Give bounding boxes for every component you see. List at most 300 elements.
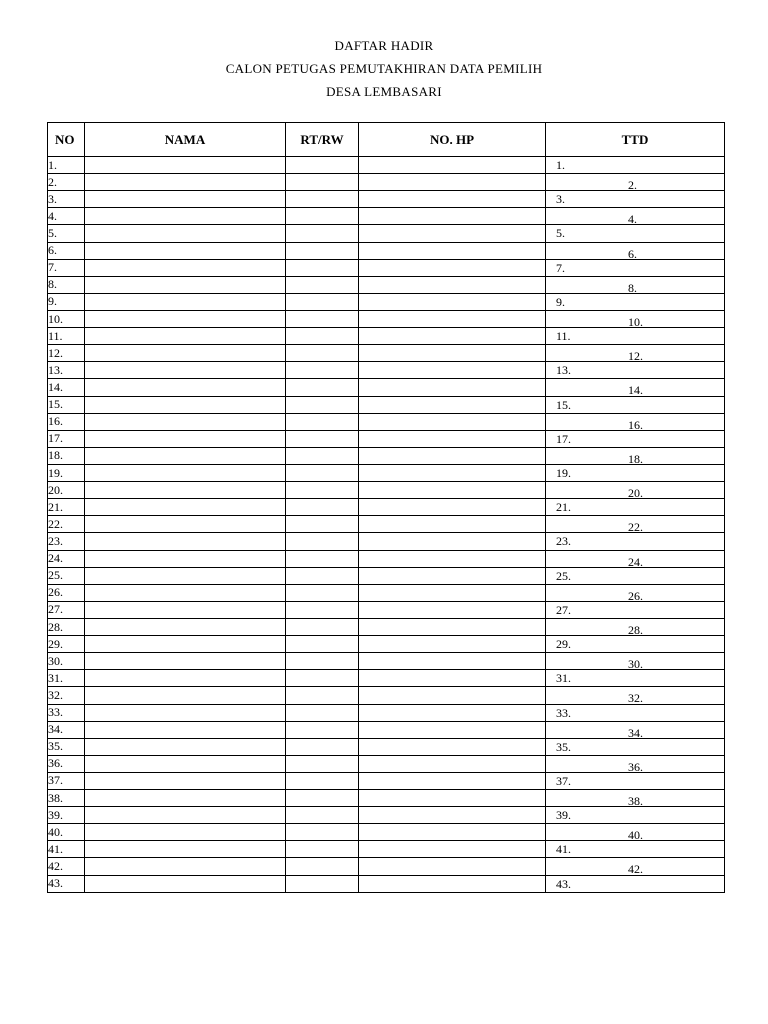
nama-cell[interactable] [85, 174, 286, 191]
nama-cell[interactable] [85, 310, 286, 327]
signature-number: 36. [628, 759, 643, 773]
nama-cell[interactable] [85, 584, 286, 601]
signature-number: 6. [628, 246, 637, 260]
rtrw-cell[interactable] [286, 584, 359, 601]
nama-cell[interactable] [85, 533, 286, 550]
nohp-cell[interactable] [359, 755, 546, 772]
row-number: 37. [48, 772, 85, 789]
nama-cell[interactable] [85, 687, 286, 704]
nama-cell[interactable] [85, 670, 286, 687]
signature-cell[interactable] [546, 259, 725, 276]
nohp-cell[interactable] [359, 482, 546, 499]
row-number: 7. [48, 259, 85, 276]
nohp-cell[interactable] [359, 841, 546, 858]
table-row [48, 550, 725, 567]
table-row [48, 584, 725, 601]
nohp-cell[interactable] [359, 276, 546, 293]
signature-number: 31. [556, 671, 571, 686]
nama-cell[interactable] [85, 807, 286, 824]
row-number: 38. [48, 790, 85, 807]
row-number: 28. [48, 618, 85, 635]
signature-cell[interactable] [546, 653, 725, 670]
rtrw-cell[interactable] [286, 618, 359, 635]
row-number: 35. [48, 738, 85, 755]
rtrw-cell[interactable] [286, 396, 359, 413]
nama-cell[interactable] [85, 413, 286, 430]
signature-number: 20. [628, 486, 643, 499]
table-row [48, 875, 725, 892]
signature-number: 13. [556, 363, 571, 378]
row-number: 27. [48, 601, 85, 618]
rtrw-cell[interactable] [286, 704, 359, 721]
nama-cell[interactable] [85, 618, 286, 635]
table-row [48, 242, 725, 259]
nohp-cell[interactable] [359, 601, 546, 618]
signature-number: 37. [556, 773, 571, 788]
column-header-nama: NAMA [85, 123, 286, 157]
signature-cell[interactable] [546, 157, 725, 174]
table-body [48, 157, 725, 893]
nama-cell[interactable] [85, 875, 286, 892]
signature-cell[interactable] [546, 618, 725, 635]
nohp-cell[interactable] [359, 430, 546, 447]
nohp-cell[interactable] [359, 379, 546, 396]
row-number: 33. [48, 704, 85, 721]
signature-number: 38. [628, 794, 643, 807]
signature-number: 10. [628, 314, 643, 328]
rtrw-cell[interactable] [286, 293, 359, 310]
row-number: 30. [48, 653, 85, 670]
table-row [48, 259, 725, 276]
nama-cell[interactable] [85, 567, 286, 584]
nama-cell[interactable] [85, 259, 286, 276]
row-number: 21. [48, 499, 85, 516]
nohp-cell[interactable] [359, 807, 546, 824]
signature-number: 35. [556, 739, 571, 754]
signature-number: 42. [628, 862, 643, 876]
document-title: DAFTAR HADIR [334, 38, 434, 53]
nohp-cell[interactable] [359, 293, 546, 310]
table-row [48, 482, 725, 499]
row-number: 3. [48, 191, 85, 208]
signature-cell[interactable] [546, 738, 725, 755]
signature-cell[interactable] [546, 824, 725, 841]
rtrw-cell[interactable] [286, 413, 359, 430]
rtrw-cell[interactable] [286, 328, 359, 345]
table-row [48, 430, 725, 447]
signature-number: 40. [628, 828, 643, 841]
signature-cell[interactable] [546, 328, 725, 345]
nohp-cell[interactable] [359, 208, 546, 225]
signature-number: 22. [628, 520, 643, 533]
nama-cell[interactable] [85, 362, 286, 379]
table-row [48, 208, 725, 225]
rtrw-cell[interactable] [286, 550, 359, 567]
nama-cell[interactable] [85, 345, 286, 362]
rtrw-cell[interactable] [286, 772, 359, 789]
nama-cell[interactable] [85, 516, 286, 533]
table-row [48, 738, 725, 755]
rtrw-cell[interactable] [286, 516, 359, 533]
rtrw-cell[interactable] [286, 310, 359, 327]
table-row [48, 670, 725, 687]
rtrw-cell[interactable] [286, 345, 359, 362]
nama-cell[interactable] [85, 482, 286, 499]
row-number: 39. [48, 807, 85, 824]
nama-cell[interactable] [85, 328, 286, 345]
signature-number: 34. [628, 725, 643, 739]
rtrw-cell[interactable] [286, 379, 359, 396]
table-row [48, 293, 725, 310]
table-row [48, 618, 725, 635]
rtrw-cell[interactable] [286, 362, 359, 379]
signature-cell[interactable] [546, 772, 725, 789]
table-row [48, 653, 725, 670]
table-row [48, 345, 725, 362]
signature-cell[interactable] [546, 670, 725, 687]
table-row [48, 276, 725, 293]
row-number: 26. [48, 584, 85, 601]
nama-cell[interactable] [85, 550, 286, 567]
nama-cell[interactable] [85, 738, 286, 755]
nama-cell[interactable] [85, 276, 286, 293]
nohp-cell[interactable] [359, 636, 546, 653]
nohp-cell[interactable] [359, 824, 546, 841]
rtrw-cell[interactable] [286, 807, 359, 824]
nama-cell[interactable] [85, 721, 286, 738]
row-number: 6. [48, 242, 85, 259]
signature-cell[interactable] [546, 242, 725, 259]
signature-cell[interactable] [546, 310, 725, 327]
table-row [48, 858, 725, 875]
nama-cell[interactable] [85, 447, 286, 464]
rtrw-cell[interactable] [286, 790, 359, 807]
rtrw-cell[interactable] [286, 738, 359, 755]
row-number: 15. [48, 396, 85, 413]
rtrw-cell[interactable] [286, 464, 359, 481]
row-number: 1. [48, 157, 85, 174]
signature-number: 7. [556, 260, 565, 275]
row-number: 34. [48, 721, 85, 738]
table-row [48, 687, 725, 704]
nama-cell[interactable] [85, 601, 286, 618]
row-number: 40. [48, 824, 85, 841]
rtrw-cell[interactable] [286, 875, 359, 892]
column-header-no: NO [48, 123, 85, 157]
nohp-cell[interactable] [359, 345, 546, 362]
signature-number: 28. [628, 622, 643, 636]
signature-cell[interactable] [546, 345, 725, 362]
attendance-table [47, 122, 725, 893]
signature-cell[interactable] [546, 379, 725, 396]
nama-cell[interactable] [85, 242, 286, 259]
row-number: 16. [48, 413, 85, 430]
table-row [48, 362, 725, 379]
nama-cell[interactable] [85, 396, 286, 413]
signature-number: 29. [556, 637, 571, 652]
nama-cell[interactable] [85, 430, 286, 447]
table-row [48, 721, 725, 738]
nohp-cell[interactable] [359, 191, 546, 208]
signature-number: 23. [556, 534, 571, 549]
row-number: 31. [48, 670, 85, 687]
signature-number: 1. [556, 158, 565, 172]
signature-cell[interactable] [546, 636, 725, 653]
rtrw-cell[interactable] [286, 636, 359, 653]
rtrw-cell[interactable] [286, 841, 359, 858]
signature-cell[interactable] [546, 447, 725, 464]
nohp-cell[interactable] [359, 259, 546, 276]
table-row [48, 772, 725, 789]
table-row [48, 413, 725, 430]
signature-number: 41. [556, 842, 571, 857]
signature-number: 21. [556, 500, 571, 515]
rtrw-cell[interactable] [286, 157, 359, 174]
nama-cell[interactable] [85, 653, 286, 670]
signature-number: 5. [556, 226, 565, 241]
signature-cell[interactable] [546, 601, 725, 618]
signature-cell[interactable] [546, 533, 725, 550]
rtrw-cell[interactable] [286, 208, 359, 225]
table-row [48, 533, 725, 550]
nohp-cell[interactable] [359, 772, 546, 789]
signature-cell[interactable] [546, 584, 725, 601]
signature-cell[interactable] [546, 482, 725, 499]
row-number: 14. [48, 379, 85, 396]
signature-cell[interactable] [546, 225, 725, 242]
signature-number: 25. [556, 568, 571, 583]
nohp-cell[interactable] [359, 550, 546, 567]
nama-cell[interactable] [85, 858, 286, 875]
signature-number: 3. [556, 192, 565, 207]
nama-cell[interactable] [85, 755, 286, 772]
signature-number: 11. [556, 329, 571, 344]
table-row [48, 191, 725, 208]
signature-cell[interactable] [546, 687, 725, 704]
nohp-cell[interactable] [359, 670, 546, 687]
nohp-cell[interactable] [359, 413, 546, 430]
nohp-cell[interactable] [359, 328, 546, 345]
document-village: DESA LEMBASARI [326, 84, 442, 99]
signature-number: 16. [628, 417, 643, 431]
signature-number: 8. [628, 280, 637, 294]
row-number: 22. [48, 516, 85, 533]
signature-cell[interactable] [546, 704, 725, 721]
signature-number: 14. [628, 383, 643, 397]
table-row [48, 328, 725, 345]
nohp-cell[interactable] [359, 567, 546, 584]
nama-cell[interactable] [85, 208, 286, 225]
table-row [48, 464, 725, 481]
nohp-cell[interactable] [359, 362, 546, 379]
nama-cell[interactable] [85, 225, 286, 242]
signature-cell[interactable] [546, 362, 725, 379]
rtrw-cell[interactable] [286, 191, 359, 208]
signature-number: 2. [628, 178, 637, 191]
signature-cell[interactable] [546, 875, 725, 892]
row-number: 5. [48, 225, 85, 242]
rtrw-cell[interactable] [286, 499, 359, 516]
signature-cell[interactable] [546, 396, 725, 413]
table-row [48, 755, 725, 772]
nohp-cell[interactable] [359, 396, 546, 413]
nama-cell[interactable] [85, 704, 286, 721]
signature-cell[interactable] [546, 516, 725, 533]
signature-cell[interactable] [546, 550, 725, 567]
table-row [48, 841, 725, 858]
nama-cell[interactable] [85, 293, 286, 310]
row-number: 18. [48, 447, 85, 464]
rtrw-cell[interactable] [286, 276, 359, 293]
nohp-cell[interactable] [359, 499, 546, 516]
signature-number: 24. [628, 554, 643, 568]
rtrw-cell[interactable] [286, 430, 359, 447]
nohp-cell[interactable] [359, 653, 546, 670]
table-row [48, 601, 725, 618]
rtrw-cell[interactable] [286, 755, 359, 772]
signature-number: 43. [556, 876, 571, 891]
row-number: 23. [48, 533, 85, 550]
nama-cell[interactable] [85, 157, 286, 174]
row-number: 4. [48, 208, 85, 225]
nohp-cell[interactable] [359, 464, 546, 481]
rtrw-cell[interactable] [286, 601, 359, 618]
nohp-cell[interactable] [359, 447, 546, 464]
signature-cell[interactable] [546, 567, 725, 584]
table-row [48, 790, 725, 807]
table-row [48, 447, 725, 464]
table-row [48, 379, 725, 396]
row-number: 24. [48, 550, 85, 567]
rtrw-cell[interactable] [286, 259, 359, 276]
nama-cell[interactable] [85, 772, 286, 789]
table-row [48, 499, 725, 516]
signature-number: 27. [556, 602, 571, 617]
row-number: 25. [48, 567, 85, 584]
nohp-cell[interactable] [359, 157, 546, 174]
signature-cell[interactable] [546, 858, 725, 875]
rtrw-cell[interactable] [286, 824, 359, 841]
table-row [48, 516, 725, 533]
rtrw-cell[interactable] [286, 242, 359, 259]
signature-cell[interactable] [546, 413, 725, 430]
nohp-cell[interactable] [359, 687, 546, 704]
row-number: 17. [48, 430, 85, 447]
nama-cell[interactable] [85, 379, 286, 396]
table-row [48, 396, 725, 413]
document-subtitle: CALON PETUGAS PEMUTAKHIRAN DATA PEMILIH [225, 61, 543, 76]
signature-cell[interactable] [546, 293, 725, 310]
rtrw-cell[interactable] [286, 670, 359, 687]
signature-number: 39. [556, 808, 571, 823]
table-row [48, 807, 725, 824]
nama-cell[interactable] [85, 790, 286, 807]
signature-number: 32. [628, 691, 643, 704]
nohp-cell[interactable] [359, 174, 546, 191]
row-number: 10. [48, 310, 85, 327]
row-number: 9. [48, 293, 85, 310]
signature-cell[interactable] [546, 276, 725, 293]
signature-number: 26. [628, 588, 643, 602]
signature-number: 18. [628, 451, 643, 465]
rtrw-cell[interactable] [286, 533, 359, 550]
nohp-cell[interactable] [359, 790, 546, 807]
table-row [48, 636, 725, 653]
rtrw-cell[interactable] [286, 482, 359, 499]
signature-cell[interactable] [546, 841, 725, 858]
rtrw-cell[interactable] [286, 687, 359, 704]
column-header-ttd: TTD [546, 123, 725, 157]
signature-cell[interactable] [546, 807, 725, 824]
row-number: 8. [48, 276, 85, 293]
table-row [48, 704, 725, 721]
row-number: 29. [48, 636, 85, 653]
row-number: 11. [48, 328, 85, 345]
signature-cell[interactable] [546, 755, 725, 772]
signature-cell[interactable] [546, 721, 725, 738]
nohp-cell[interactable] [359, 533, 546, 550]
rtrw-cell[interactable] [286, 225, 359, 242]
nohp-cell[interactable] [359, 875, 546, 892]
nohp-cell[interactable] [359, 618, 546, 635]
rtrw-cell[interactable] [286, 858, 359, 875]
nohp-cell[interactable] [359, 738, 546, 755]
table-row [48, 824, 725, 841]
row-number: 2. [48, 174, 85, 191]
rtrw-cell[interactable] [286, 653, 359, 670]
signature-cell[interactable] [546, 191, 725, 208]
row-number: 19. [48, 464, 85, 481]
nama-cell[interactable] [85, 464, 286, 481]
rtrw-cell[interactable] [286, 721, 359, 738]
nama-cell[interactable] [85, 191, 286, 208]
row-number: 13. [48, 362, 85, 379]
row-number: 43. [48, 875, 85, 892]
signature-number: 15. [556, 397, 571, 412]
nohp-cell[interactable] [359, 721, 546, 738]
signature-number: 17. [556, 431, 571, 446]
nama-cell[interactable] [85, 636, 286, 653]
signature-number: 30. [628, 657, 643, 670]
signature-cell[interactable] [546, 464, 725, 481]
table-row [48, 225, 725, 242]
nohp-cell[interactable] [359, 516, 546, 533]
nohp-cell[interactable] [359, 242, 546, 259]
signature-cell[interactable] [546, 499, 725, 516]
row-number: 12. [48, 345, 85, 362]
header-row [48, 123, 725, 157]
signature-cell[interactable] [546, 430, 725, 447]
rtrw-cell[interactable] [286, 567, 359, 584]
column-header-nohp: NO. HP [359, 123, 546, 157]
row-number: 20. [48, 482, 85, 499]
nohp-cell[interactable] [359, 704, 546, 721]
signature-cell[interactable] [546, 790, 725, 807]
row-number: 32. [48, 687, 85, 704]
signature-cell[interactable] [546, 208, 725, 225]
table-row [48, 567, 725, 584]
nohp-cell[interactable] [359, 225, 546, 242]
nama-cell[interactable] [85, 824, 286, 841]
signature-cell[interactable] [546, 174, 725, 191]
nama-cell[interactable] [85, 499, 286, 516]
nohp-cell[interactable] [359, 310, 546, 327]
rtrw-cell[interactable] [286, 174, 359, 191]
nama-cell[interactable] [85, 841, 286, 858]
nohp-cell[interactable] [359, 584, 546, 601]
rtrw-cell[interactable] [286, 447, 359, 464]
nohp-cell[interactable] [359, 858, 546, 875]
